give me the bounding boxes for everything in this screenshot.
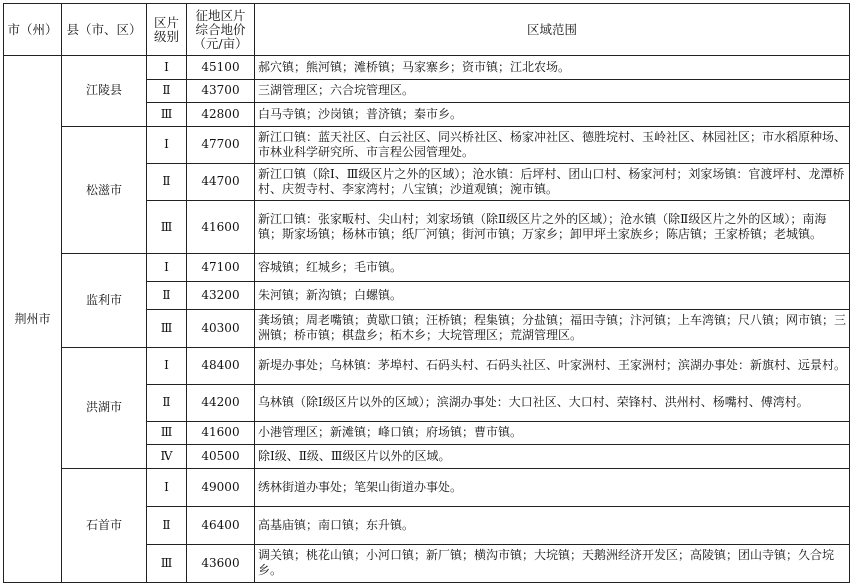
level-cell: Ⅲ (147, 544, 187, 582)
level-cell: Ⅰ (147, 56, 187, 80)
level-cell: Ⅲ (147, 200, 187, 253)
price-cell: 43700 (187, 79, 255, 103)
level-cell: Ⅲ (147, 103, 187, 127)
level-cell: Ⅱ (147, 163, 187, 200)
scope-cell: 乌林镇（除Ⅰ级区片以外的区域）；滨湖办事处：大口社区、大口村、荣锋村、洪州村、杨嘴村、傅湾村。 (255, 384, 850, 421)
county-cell: 洪湖市 (62, 347, 147, 468)
price-cell: 44700 (187, 163, 255, 200)
price-cell: 43600 (187, 544, 255, 582)
price-cell: 49000 (187, 468, 255, 506)
table-row (4, 468, 850, 506)
header-row (4, 4, 850, 56)
scope-cell: 三湖管理区；六合垸管理区。 (255, 79, 850, 103)
table-row (4, 254, 850, 282)
price-cell: 47100 (187, 254, 255, 282)
price-cell: 47700 (187, 126, 255, 163)
scope-cell: 新堤办事处；乌林镇：茅埠村、石码头村、石码头社区、叶家洲村、王家洲村；滨湖办事处：新旗村、远景村。 (255, 347, 850, 384)
header-level: 区片级别 (147, 4, 187, 56)
price-cell: 41600 (187, 421, 255, 445)
price-cell: 40500 (187, 445, 255, 469)
price-cell: 45100 (187, 56, 255, 80)
scope-cell: 除Ⅰ级、Ⅱ级、Ⅲ级区片以外的区域。 (255, 445, 850, 469)
level-cell: Ⅰ (147, 126, 187, 163)
scope-cell: 高基庙镇；南口镇；东升镇。 (255, 506, 850, 544)
scope-cell: 容城镇；红城乡；毛市镇。 (255, 254, 850, 282)
header-city: 市（州） (4, 4, 62, 56)
level-cell: Ⅲ (147, 309, 187, 347)
price-cell: 42800 (187, 103, 255, 127)
level-cell: Ⅱ (147, 281, 187, 309)
level-cell: Ⅰ (147, 468, 187, 506)
land-price-table (3, 3, 850, 583)
price-cell: 43200 (187, 281, 255, 309)
level-cell: Ⅱ (147, 384, 187, 421)
price-cell: 40300 (187, 309, 255, 347)
level-cell: Ⅰ (147, 254, 187, 282)
table-row (4, 56, 850, 80)
level-cell: Ⅰ (147, 347, 187, 384)
scope-cell: 新江口镇：蓝天社区、白云社区、同兴桥社区、杨家冲社区、德胜垸村、玉岭社区、林园社区；市水稻原种场、市林业科学研究所、市言程公园管理处。 (255, 126, 850, 163)
price-cell: 41600 (187, 200, 255, 253)
level-cell: Ⅲ (147, 421, 187, 445)
county-cell: 监利市 (62, 254, 147, 347)
price-cell: 48400 (187, 347, 255, 384)
header-price: 征地区片综合地价（元/亩） (187, 4, 255, 56)
header-scope: 区域范围 (255, 4, 850, 56)
scope-cell: 朱河镇；新沟镇；白螺镇。 (255, 281, 850, 309)
county-cell: 江陵县 (62, 56, 147, 127)
city-cell: 荆州市 (4, 56, 62, 583)
county-cell: 石首市 (62, 468, 147, 582)
scope-cell: 绣林街道办事处；笔架山街道办事处。 (255, 468, 850, 506)
table-row (4, 126, 850, 163)
scope-cell: 郝穴镇；熊河镇；滩桥镇；马家寨乡；资市镇；江北农场。 (255, 56, 850, 80)
price-cell: 46400 (187, 506, 255, 544)
scope-cell: 新江口镇：张家畈村、尖山村；刘家场镇（除Ⅱ级区片之外的区域）；沧水镇（除Ⅱ级区片之外的区域）；南海镇；斯家场镇；杨林市镇；纸厂河镇；街河市镇；万家乡；卸甲坪土家族乡；陈店镇；王家桥镇；老城镇。 (255, 200, 850, 253)
header-county: 县（市、区） (62, 4, 147, 56)
scope-cell: 龚场镇；周老嘴镇；黄歇口镇；汪桥镇；程集镇；分盐镇；福田寺镇；汴河镇；上车湾镇；尺八镇；网市镇；三洲镇；桥市镇；棋盘乡；柘木乡；大垸管理区；荒湖管理区。 (255, 309, 850, 347)
level-cell: Ⅳ (147, 445, 187, 469)
price-cell: 44200 (187, 384, 255, 421)
scope-cell: 小港管理区；新滩镇；峰口镇；府场镇；曹市镇。 (255, 421, 850, 445)
scope-cell: 白马寺镇；沙岗镇；普济镇；秦市乡。 (255, 103, 850, 127)
county-cell: 松滋市 (62, 126, 147, 253)
table-row (4, 347, 850, 384)
level-cell: Ⅱ (147, 79, 187, 103)
level-cell: Ⅱ (147, 506, 187, 544)
scope-cell: 调关镇；桃花山镇；小河口镇；新厂镇；横沟市镇；大垸镇；天鹅洲经济开发区；高陵镇；团山寺镇；久合垸乡。 (255, 544, 850, 582)
scope-cell: 新江口镇（除Ⅰ、Ⅲ级区片之外的区域）；沧水镇：后坪村、团山口村、杨家河村；刘家场镇：官渡坪村、龙潭桥村、庆贺寺村、李家湾村；八宝镇；沙道观镇；涴市镇。 (255, 163, 850, 200)
